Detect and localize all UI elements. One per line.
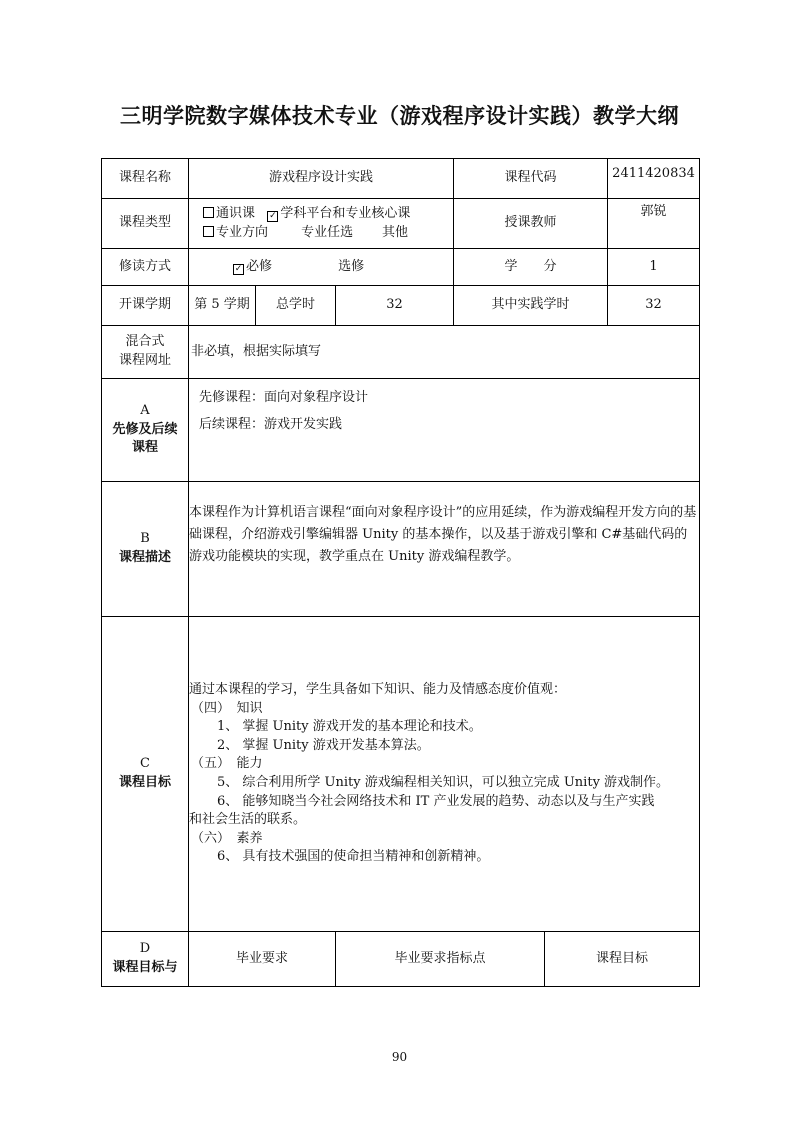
followup-course: 后续课程：游戏开发实践 (199, 417, 343, 432)
col-requirement-indicators: 毕业要求指标点 (336, 932, 545, 987)
goals-item: 2、 掌握 Unity 游戏开发基本算法。 (217, 737, 430, 753)
section-b-description: 本课程作为计算机语言课程“面向对象程序设计”的应用延续，作为游戏编程开发方向的基础课程，介绍游戏引擎编辑器 Unity 的基本操作，以及基于游戏引擎和 C#基础代码的游戏功能模块的实现，教学重点在 Unity 游戏编程教学。 (189, 482, 700, 617)
section-c-content (189, 617, 700, 932)
option-direction: 专业方向 (216, 224, 269, 240)
section-a-content (189, 379, 700, 482)
option-other: 其他 (382, 224, 409, 240)
checkbox-required-checked: ✓ (234, 263, 243, 274)
goals-heading-quality: （六） 素养 (191, 830, 263, 846)
section-d-label (102, 932, 189, 987)
page-title: 三明学院数字媒体技术专业（游戏程序设计实践）教学大纲 (120, 104, 679, 128)
section-d-letter: D (139, 941, 151, 957)
section-a-label (102, 379, 189, 482)
course-name-value: 游戏程序设计实践 (189, 159, 454, 199)
hybrid-url-label-line2: 课程网址 (118, 353, 171, 368)
hybrid-url-label-line1: 混合式 (125, 334, 165, 350)
section-b-letter: B (140, 531, 150, 547)
section-c-label (102, 617, 189, 932)
hybrid-url-value: 非必填，根据实际填写 (189, 326, 700, 379)
page-number: 90 (391, 1050, 408, 1064)
col-course-goals: 课程目标 (545, 932, 700, 987)
course-code-label: 课程代码 (454, 159, 608, 199)
option-required: 必修 (246, 258, 273, 274)
course-code-value: 2411420834 (608, 159, 700, 199)
study-mode-options (189, 249, 454, 286)
practice-hours-label: 其中实践学时 (454, 286, 608, 326)
goals-item: 6、 具有技术强国的使命担当精神和创新精神。 (217, 849, 490, 865)
goals-intro: 通过本课程的学习，学生具备如下知识、能力及情感态度价值观： (189, 682, 567, 698)
section-a-letter: A (140, 402, 150, 418)
section-d-title: 课程目标与 (112, 960, 178, 975)
checkbox-core-checked: ✓ (269, 210, 277, 221)
credits-label: 学 分 (454, 249, 608, 286)
option-elective: 专业任选 (301, 224, 354, 240)
option-core: 学科平台和专业核心课 (280, 205, 411, 221)
hybrid-url-label (102, 326, 189, 379)
semester-value: 第 5 学期 (189, 286, 256, 326)
section-b-label (102, 482, 189, 617)
section-c-letter: C (140, 756, 150, 772)
section-a-title-line1: 先修及后续 (112, 421, 178, 437)
col-graduation-requirements: 毕业要求 (189, 932, 336, 987)
syllabus-table (101, 158, 700, 987)
goals-item-continued: 和社会生活的联系。 (189, 812, 307, 828)
goals-item: 6、 能够知晓当今社会网络技术和 IT 产业发展的趋势、动态以及与生产实践 (217, 793, 655, 809)
checkbox-general (203, 207, 214, 218)
course-type-options (189, 199, 454, 249)
study-mode-label: 修读方式 (102, 249, 189, 286)
total-hours-value: 32 (336, 286, 454, 326)
section-c-title: 课程目标 (118, 775, 171, 790)
option-general: 通识课 (216, 205, 256, 221)
goals-item: 5、 综合利用所学 Unity 游戏编程相关知识，可以独立完成 Unity 游戏制作。 (217, 775, 670, 790)
prereq-course: 先修课程：面向对象程序设计 (199, 390, 369, 405)
total-hours-label: 总学时 (256, 286, 336, 326)
goals-heading-ability: （五） 能力 (191, 756, 263, 772)
instructor-label: 授课教师 (454, 199, 608, 249)
section-b-title: 课程描述 (118, 550, 171, 565)
option-optional: 选修 (338, 258, 365, 274)
goals-heading-knowledge: （四） 知识 (191, 700, 263, 716)
section-a-title-line2: 课程 (131, 440, 158, 456)
semester-label: 开课学期 (102, 286, 189, 326)
instructor-value: 郭锐 (608, 199, 700, 249)
practice-hours-value: 32 (608, 286, 700, 326)
course-name-label: 课程名称 (102, 159, 189, 199)
goals-item: 1、 掌握 Unity 游戏开发的基本理论和技术。 (217, 719, 482, 735)
course-type-label: 课程类型 (102, 199, 189, 249)
checkbox-direction (203, 226, 214, 237)
credits-value: 1 (608, 249, 700, 286)
